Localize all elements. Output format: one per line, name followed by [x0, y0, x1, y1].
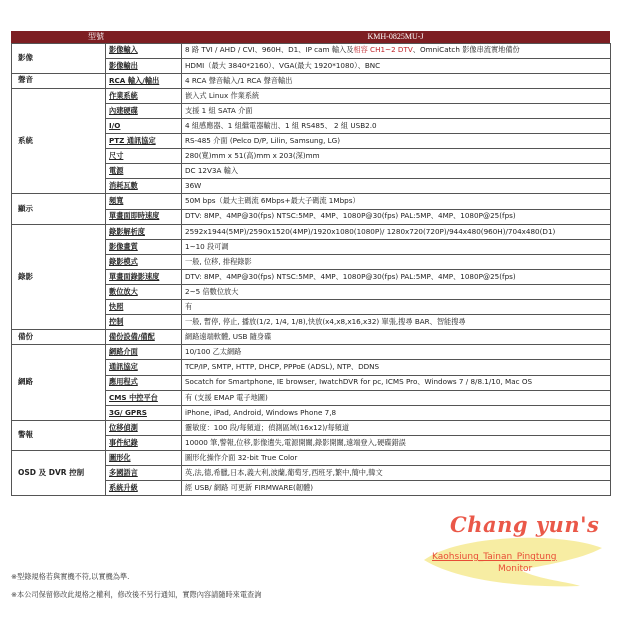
spec-name: 頻寬: [106, 194, 182, 209]
spec-value: 一般, 位移, 排程錄影: [182, 254, 611, 269]
spec-row: [12, 420, 611, 435]
watermark-brand: Chang yun's: [450, 512, 600, 537]
watermark-logo: [420, 512, 606, 600]
spec-value: 英,法,德,希臘,日本,義大利,波蘭,葡萄牙,西班牙,繁中,簡中,韓文: [182, 466, 611, 481]
spec-value: iPhone, iPad, Android, Windows Phone 7,8: [182, 405, 611, 420]
spec-name: CMS 中控平台: [106, 390, 182, 405]
spec-value: 50M bps（最大主碼流 6Mbps+最大子碼流 1Mbps）: [182, 194, 611, 209]
spec-name: 內建硬碟: [106, 103, 182, 118]
spec-name: 消耗瓦數: [106, 179, 182, 194]
spec-row: [12, 194, 611, 209]
spec-row: [12, 451, 611, 466]
spec-name: 應用程式: [106, 375, 182, 390]
spec-name: RCA 輸入/輸出: [106, 73, 182, 88]
spec-name: 影像畫質: [106, 239, 182, 254]
spec-value: 有: [182, 300, 611, 315]
spec-value: Socatch for Smartphone, IE browser, IwatchDVR for pc, ICMS Pro、Windows 7 / 8/8.1/10, Mac OS: [182, 375, 611, 390]
spec-row: [12, 43, 611, 58]
spec-value: DTV: 8MP、4MP@30(fps) NTSC:5MP、4MP、1080P@30(fps) PAL:5MP、4MP、1080P@25(fps): [182, 269, 611, 284]
spec-name: 備份設備/備配: [106, 330, 182, 345]
spec-name: 錄影模式: [106, 254, 182, 269]
spec-value: 有 (支援 EMAP 電子地圖): [182, 390, 611, 405]
spec-name: 圖形化: [106, 451, 182, 466]
category-display: 顯示: [12, 194, 106, 224]
category-network: 網路: [12, 345, 106, 420]
spec-value: 10/100 乙太網路: [182, 345, 611, 360]
spec-value: 280(寬)mm x 51(高)mm x 203(深)mm: [182, 149, 611, 164]
spec-name: I/O: [106, 118, 182, 133]
spec-name: 影像輸出: [106, 58, 182, 73]
spec-name: 系統升級: [106, 481, 182, 496]
spec-row: [12, 345, 611, 360]
spec-value-part: 、OmniCatch 影像串流實地備份: [412, 45, 520, 55]
spec-value: 2~5 倍數位放大: [182, 285, 611, 300]
spec-value: 靈敏度：100 段/每頻道；偵測區域(16x12)/每頻道: [182, 420, 611, 435]
spec-value: DTV: 8MP、4MP@30(fps) NTSC:5MP、4MP、1080P@30(fps) PAL:5MP、4MP、1080P@25(fps): [182, 209, 611, 224]
category-osd: OSD 及 DVR 控制: [12, 451, 106, 496]
spec-name: 數位放大: [106, 285, 182, 300]
category-audio: 聲音: [12, 73, 106, 88]
spec-value: 2592x1944(5MP)/2590x1520(4MP)/1920x1080(1080P)/ 1280x720(720P)/944x480(960H)/704x480(D1): [182, 224, 611, 239]
spec-value: RS-485 介面 (Pelco D/P, Lilin, Samsung, LG): [182, 134, 611, 149]
spec-name: 網路介面: [106, 345, 182, 360]
model-name: KMH-0825MU-J: [367, 32, 424, 41]
spec-name: 影像輸入: [106, 43, 182, 58]
category-system: 系統: [12, 88, 106, 194]
spec-value: 10000 筆,警報,位移,影像遺失,電源開關,錄影開關,遠端登入,硬碟錯誤: [182, 435, 611, 450]
spec-name: 作業系統: [106, 88, 182, 103]
spec-row: [12, 73, 611, 88]
category-record: 錄影: [12, 224, 106, 330]
spec-name: 事件紀錄: [106, 435, 182, 450]
watermark-subtitle: Monitor: [498, 564, 533, 574]
spec-name: 快照: [106, 300, 182, 315]
spec-value: 一般, 暫停, 停止, 播放(1/2, 1/4, 1/8),快放(x4,x8,x16,x32) 單張,搜尋 BAR、智能搜尋: [182, 315, 611, 330]
spec-row: [12, 330, 611, 345]
spec-value: 支援 1 組 SATA 介面: [182, 103, 611, 118]
spec-value: 1~10 段可調: [182, 239, 611, 254]
spec-value: [182, 43, 611, 58]
spec-name: 單畫面即時速度: [106, 209, 182, 224]
spec-name: 多國語言: [106, 466, 182, 481]
spec-value: 4 組感應器、1 組繼電器輸出、1 組 RS485、 2 組 USB2.0: [182, 118, 611, 133]
spec-row: [12, 88, 611, 103]
spec-value-highlight: 相容 CH1~2 DTV: [353, 45, 413, 55]
spec-value: DC 12V3A 輸入: [182, 164, 611, 179]
spec-name: 通訊協定: [106, 360, 182, 375]
note-rights-reserved: ※本公司保留修改此規格之權利，修改後不另行通知，實際內容請隨時來電查詢: [11, 590, 262, 599]
category-video: 影像: [12, 43, 106, 73]
spec-name: 控制: [106, 315, 182, 330]
spec-value: 4 RCA 聲音輸入/1 RCA 聲音輸出: [182, 73, 611, 88]
spec-name: 位移偵測: [106, 420, 182, 435]
spec-value-part: 8 路 TVI / AHD / CVI、960H、D1、IP cam 輸入及: [185, 45, 354, 55]
spec-name: 尺寸: [106, 149, 182, 164]
spec-value: TCP/IP, SMTP, HTTP, DHCP, PPPoE (ADSL), NTP、DDNS: [182, 360, 611, 375]
spec-name: 錄影解析度: [106, 224, 182, 239]
watermark-region: Kaohsiung_Tainan_Pingtung: [432, 552, 557, 562]
spec-table: [11, 31, 611, 496]
note-spec-disclaimer: ※型錄規格若與實機不符,以實機為準.: [11, 572, 130, 581]
spec-name: 3G/ GPRS: [106, 405, 182, 420]
spec-value: 36W: [182, 179, 611, 194]
spec-value: 經 USB/ 網路 可更新 FIRMWARE(韌體): [182, 481, 611, 496]
category-backup: 備份: [12, 330, 106, 345]
category-alarm: 警報: [12, 420, 106, 450]
spec-row: [12, 224, 611, 239]
spec-name: 單畫面錄影速度: [106, 269, 182, 284]
spec-value: 網路遠端軟體, USB 隨身碟: [182, 330, 611, 345]
spec-name: 電源: [106, 164, 182, 179]
spec-value: 圖形化操作介面 32-bit True Color: [182, 451, 611, 466]
spec-value: HDMI（最大 3840*2160）、VGA(最大 1920*1080）、BNC: [182, 58, 611, 73]
spec-value: 嵌入式 Linux 作業系統: [182, 88, 611, 103]
model-label: 型號: [88, 32, 104, 41]
spec-name: PTZ 通訊協定: [106, 134, 182, 149]
